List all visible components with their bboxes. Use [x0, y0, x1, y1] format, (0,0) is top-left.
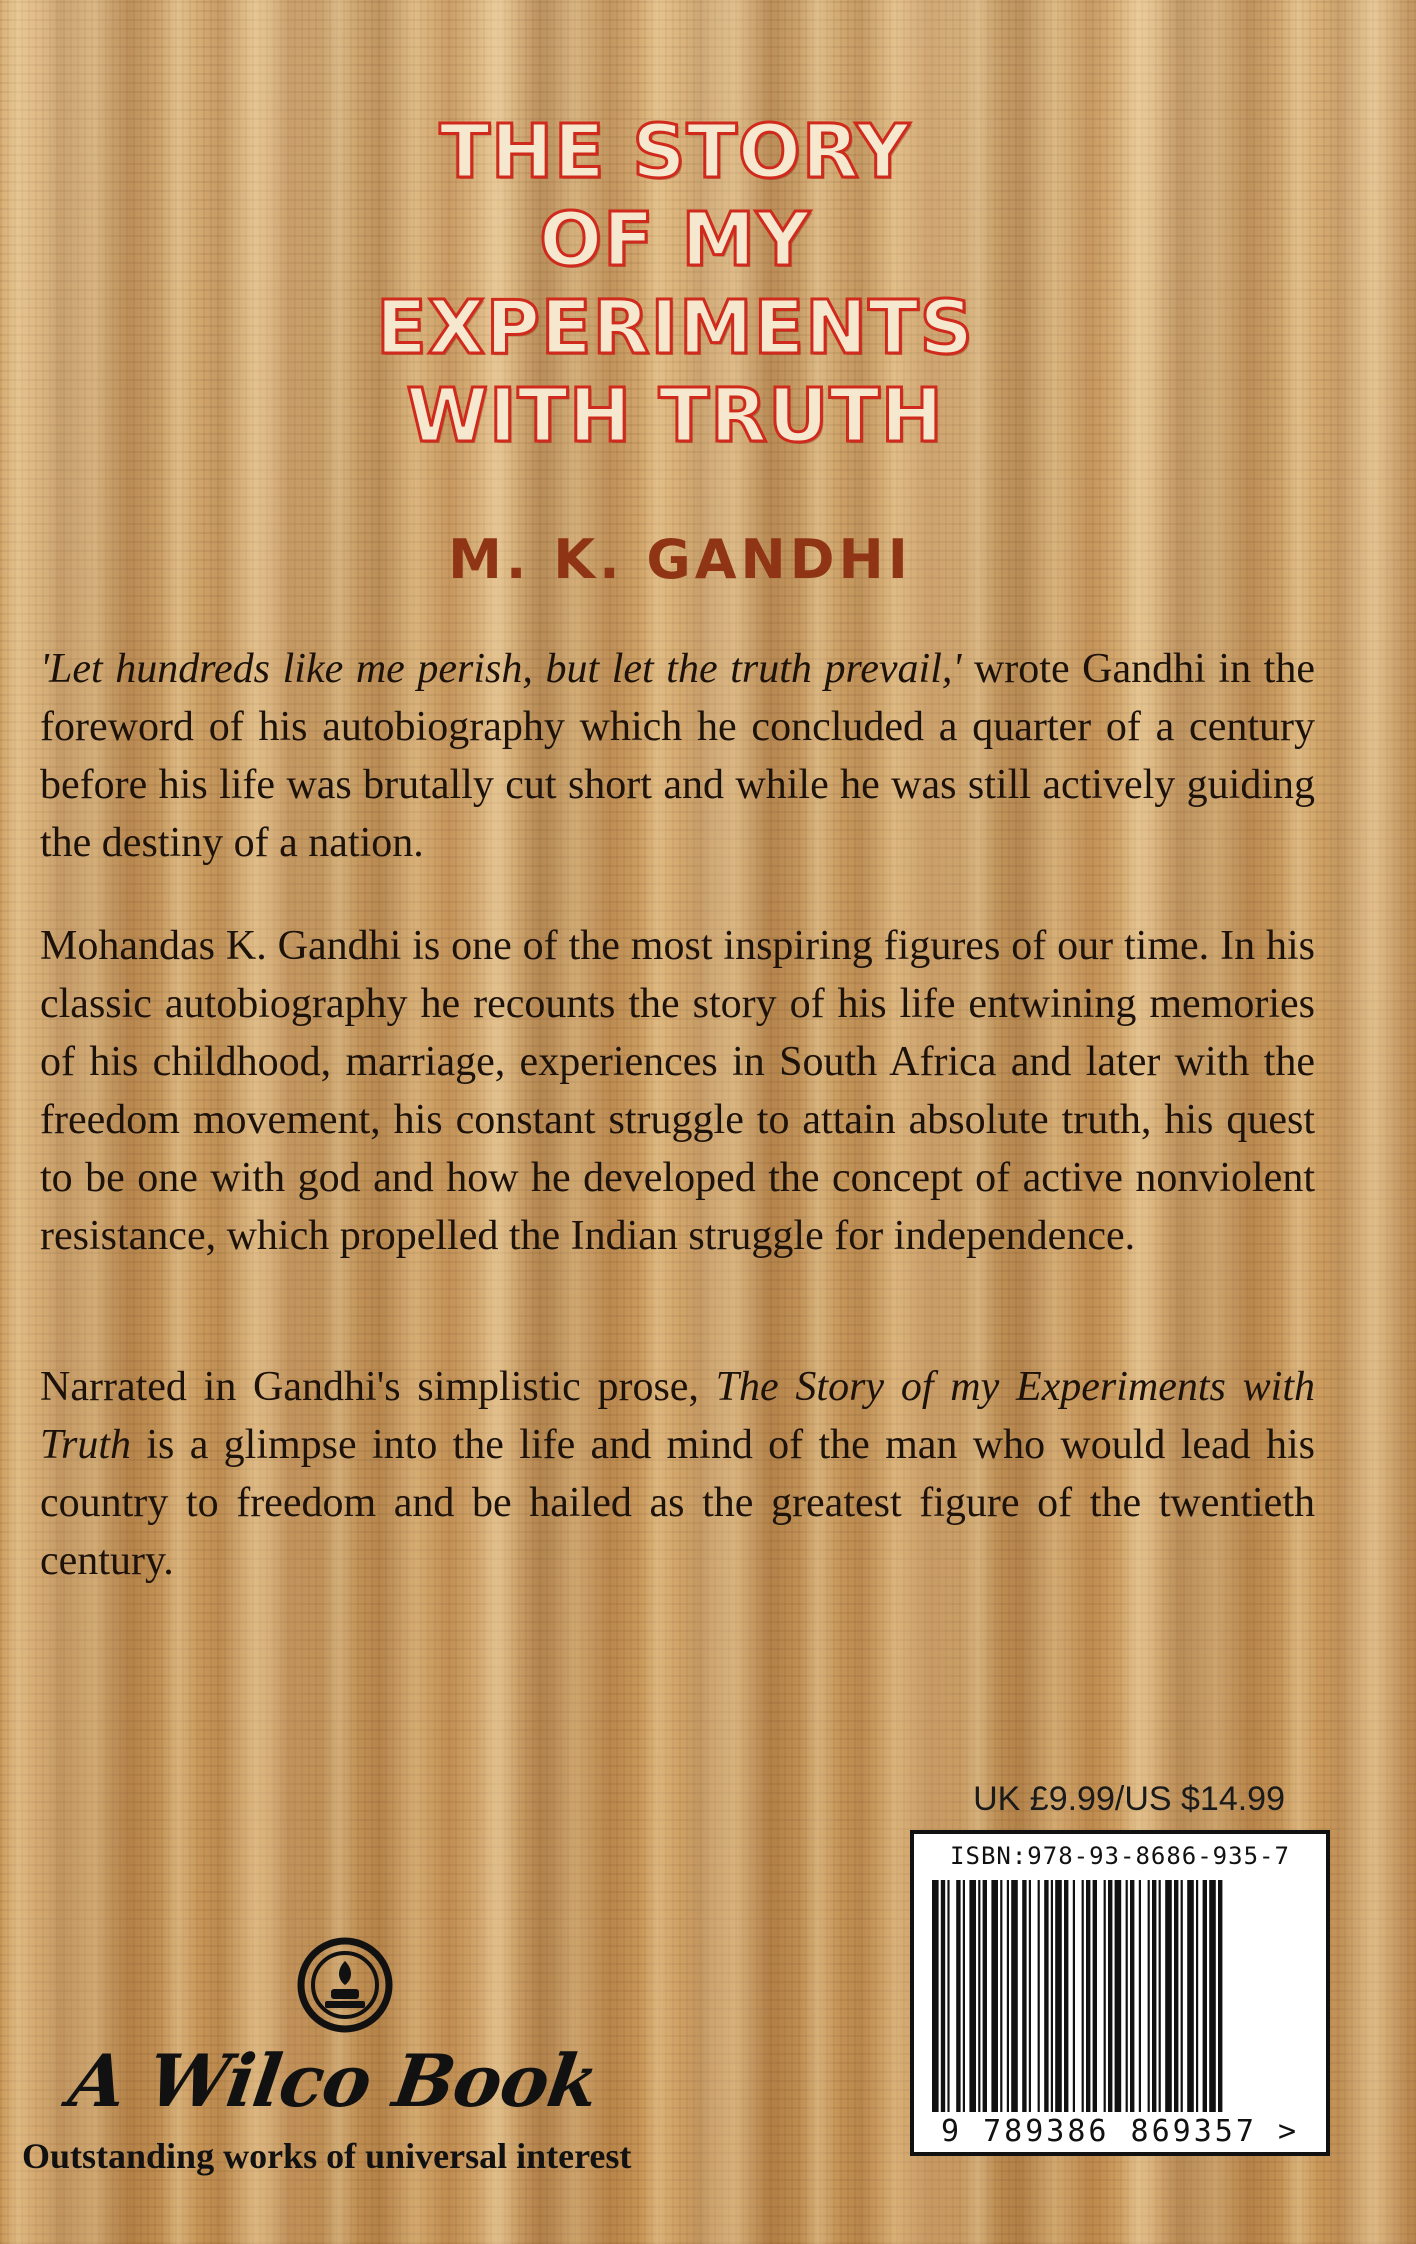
barcode-bar [991, 1880, 998, 2112]
blurb-paragraph-3 [40, 1358, 1315, 1590]
barcode-bar [1073, 1880, 1075, 2112]
blurb-paragraph-1 [40, 640, 1315, 872]
book-title [310, 108, 1040, 460]
barcode-bar [1174, 1880, 1178, 2112]
barcode-bar [1203, 1880, 1207, 2112]
barcode-bar [1086, 1880, 1090, 2112]
barcode-bar [932, 1880, 939, 2112]
barcode-bar [947, 1880, 949, 2112]
barcode-bar [1115, 1880, 1122, 2112]
barcode-bar [1139, 1880, 1141, 2112]
barcode-bar [969, 1880, 976, 2112]
barcode-bar [983, 1880, 987, 2112]
paragraph-3-start: Narrated in Gandhi's simplistic prose, [40, 1364, 716, 1410]
barcode-bar [1187, 1880, 1194, 2112]
paragraph-3-rest: is a glimpse into the life and mind of the man who would lead his country to freedom and be hailed as the greatest figure of the twentieth century. [40, 1422, 1315, 1584]
barcode-digits: 9 789386 869357 > [940, 2114, 1300, 2149]
barcode-bar [1064, 1880, 1068, 2112]
barcode-bar [956, 1880, 960, 2112]
author-name: M. K. GANDHI [448, 528, 912, 591]
title-line-3: EXPERIMENTS [376, 285, 974, 371]
title-line-4: WITH TRUTH [406, 373, 944, 459]
barcode-bar [1082, 1880, 1084, 2112]
opening-quote: 'Let hundreds like me perish, but let the truth prevail,' [40, 646, 962, 692]
barcode-bar [1007, 1880, 1009, 2112]
title-line-1: THE STORY [439, 109, 911, 195]
publisher-seal-icon [295, 1935, 395, 2035]
barcode-panel [910, 1830, 1330, 2156]
barcode-bar [1093, 1880, 1097, 2112]
barcode-bar [1196, 1880, 1198, 2112]
barcode-bar [1165, 1880, 1172, 2112]
barcode-icon [932, 1880, 1312, 2112]
barcode-bar [1108, 1880, 1112, 2112]
isbn-number: ISBN:978-93-8686-935-7 [950, 1842, 1290, 1870]
barcode-bar [941, 1880, 945, 2112]
title-line-2: OF MY [539, 197, 811, 283]
barcode-bar [1152, 1880, 1156, 2112]
barcode-bar [963, 1880, 965, 2112]
blurb-paragraph-2: Mohandas K. Gandhi is one of the most inspiring figures of our time. In his classic autobiography he recounts the story of his life entwining memories of his childhood, marriage, experiences in South Africa and later with the freedom movement, his constant struggle to attain absolute truth, his quest to be one with god and how he developed the concept of active nonviolent resistance, which propelled the Indian struggle for independence. [40, 923, 1315, 1259]
barcode-bar [1051, 1880, 1053, 2112]
barcode-bar [1181, 1880, 1183, 2112]
barcode-bar [1055, 1880, 1062, 2112]
barcode-bar [1029, 1880, 1031, 2112]
barcode-bar [1038, 1880, 1040, 2112]
price-label: UK £9.99/US $14.99 [973, 1780, 1285, 1818]
barcode-bar [1130, 1880, 1134, 2112]
barcode-bar [978, 1880, 980, 2112]
paragraph-1-text: wrote Gandhi in the foreword of his autobiography which he concluded a quarter of a century before his life was brutally cut short and while he was still actively guiding the destiny of a nation. [40, 646, 1315, 866]
barcode-bar [1148, 1880, 1150, 2112]
barcode-bar [1126, 1880, 1128, 2112]
barcode-bar [1104, 1880, 1106, 2112]
barcode-bar [1022, 1880, 1026, 2112]
publisher-logo: A Wilco Book [64, 2038, 603, 2123]
barcode-bar [1159, 1880, 1161, 2112]
book-title-italic: The Story of my Experiments with Truth [40, 1364, 1315, 1468]
barcode-bar [1044, 1880, 1048, 2112]
barcode-bar [1000, 1880, 1002, 2112]
barcode-bar [1011, 1880, 1018, 2112]
barcode-bar [1209, 1880, 1216, 2112]
publisher-tagline: Outstanding works of universal interest [22, 2136, 632, 2176]
barcode-bar [1218, 1880, 1222, 2112]
